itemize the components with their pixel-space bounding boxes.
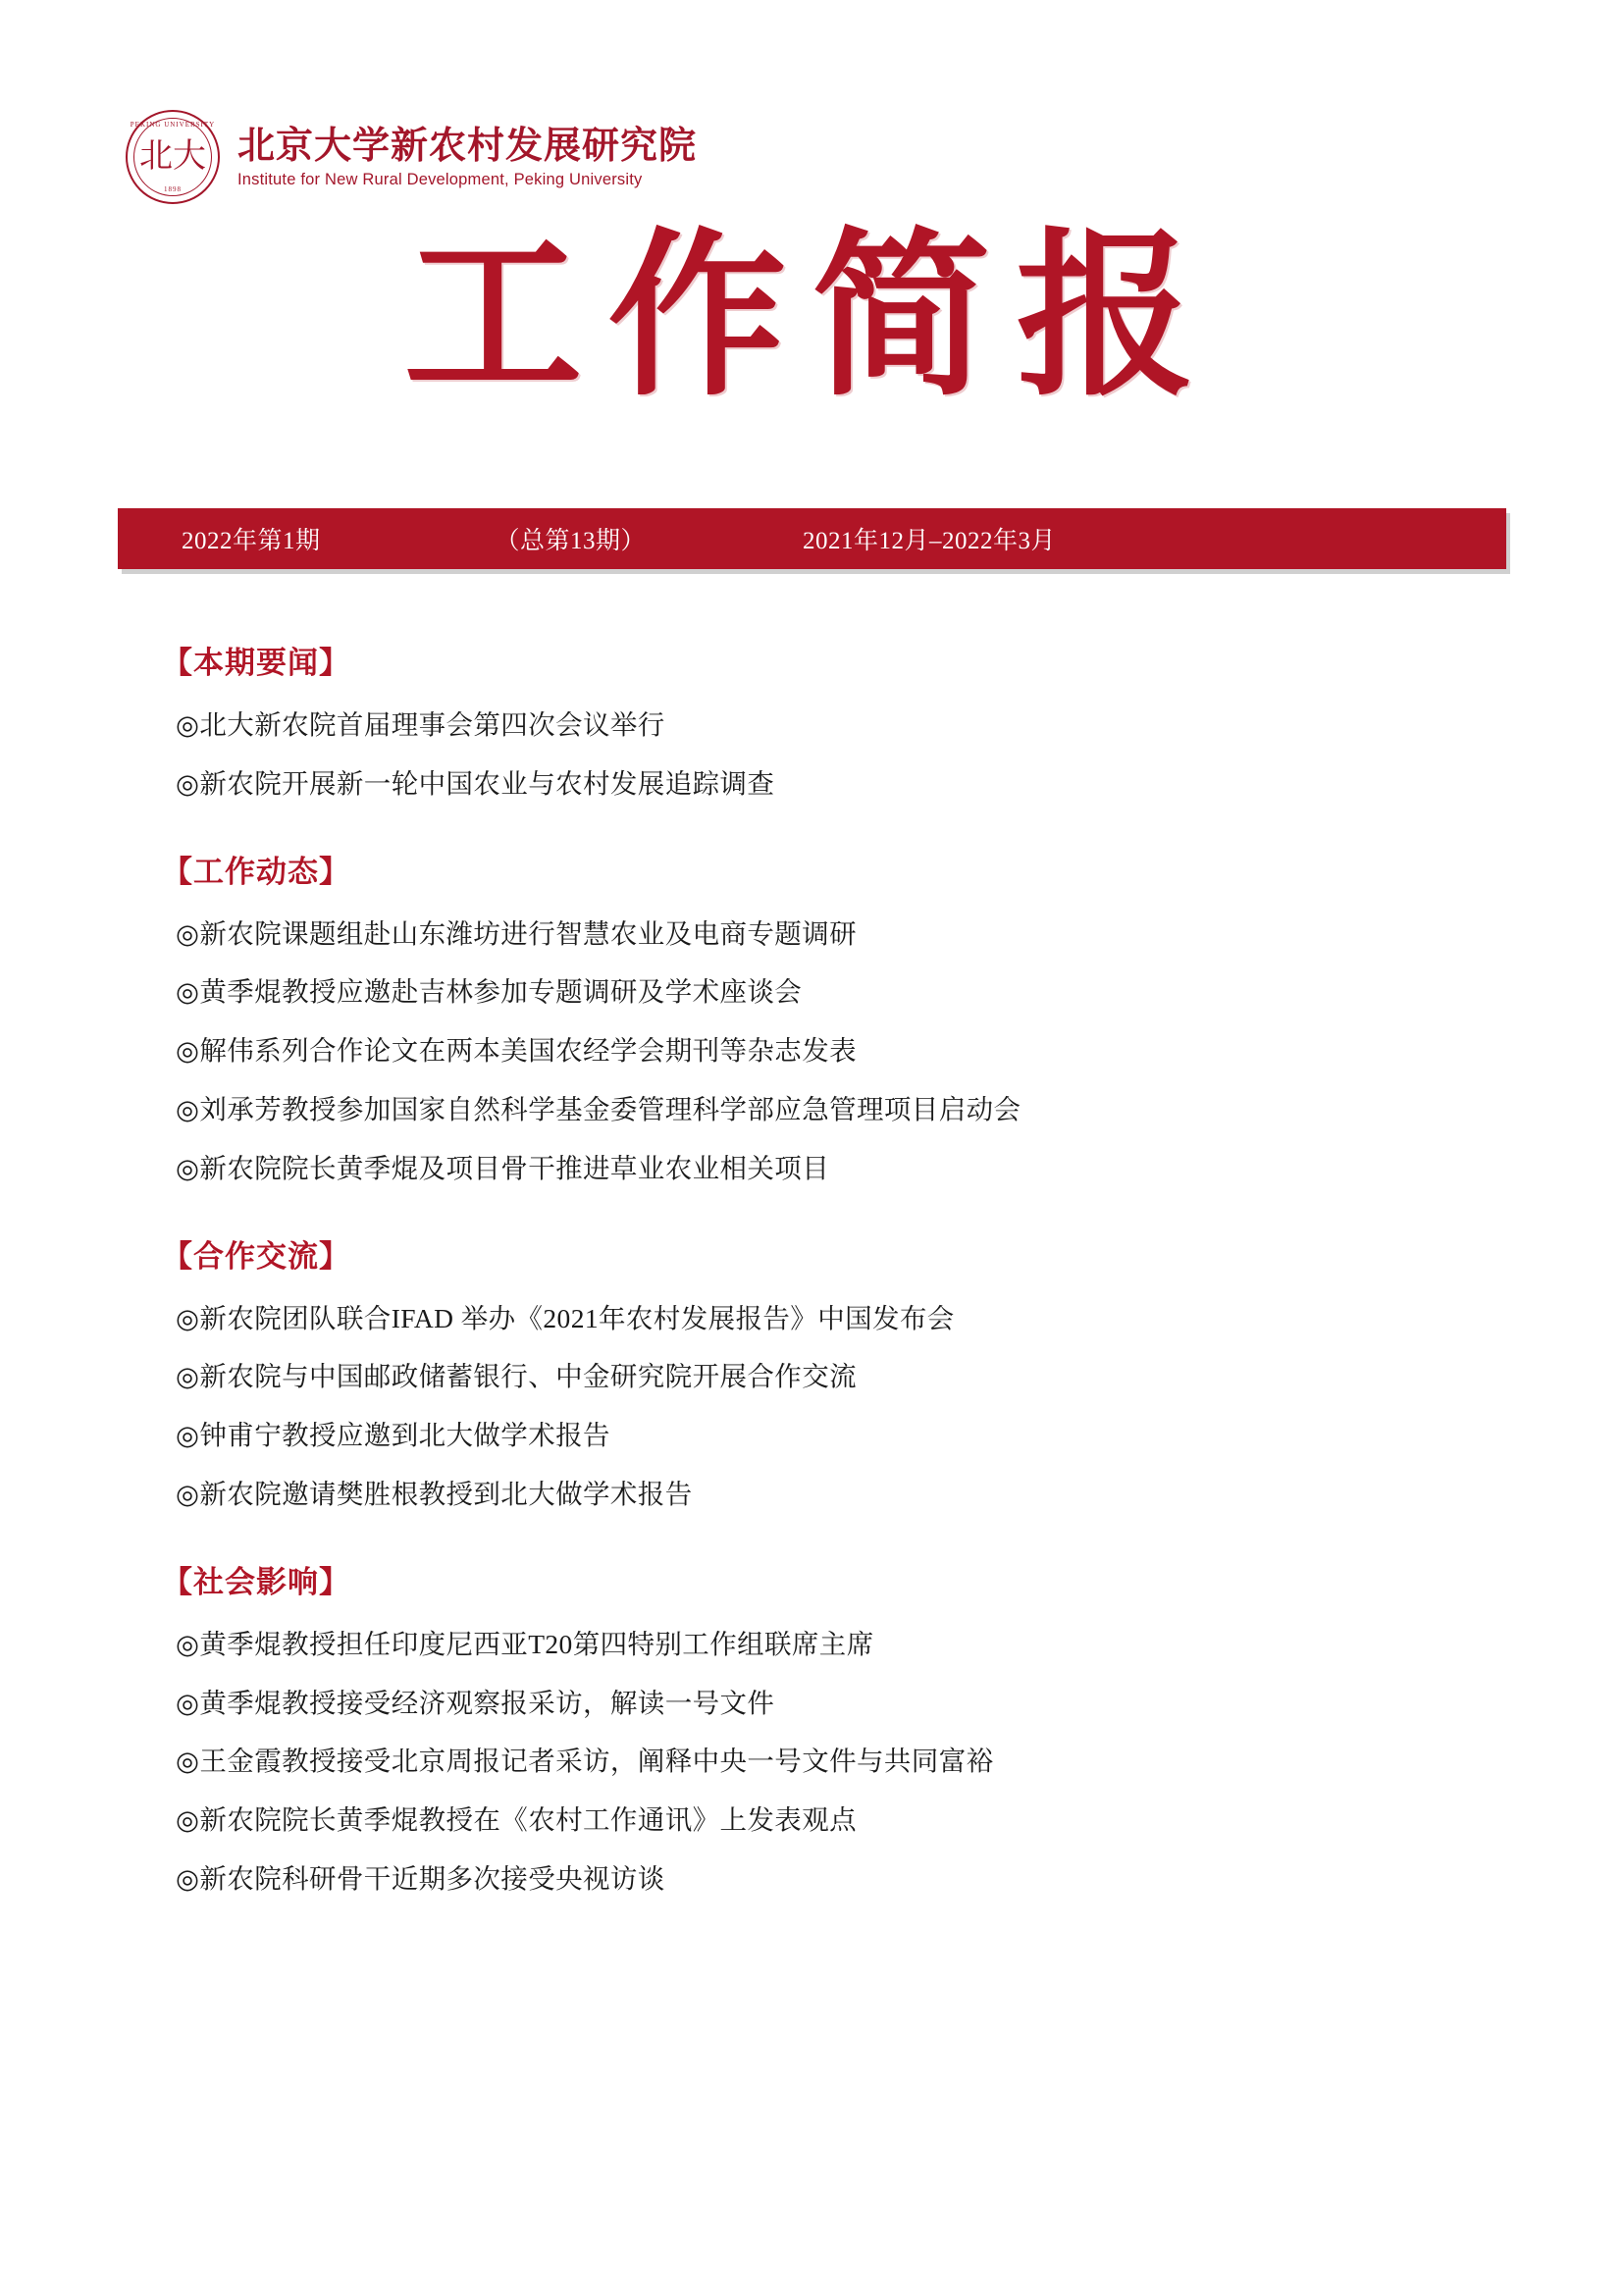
list-item: ◎新农院院长黄季焜及项目骨干推进草业农业相关项目 [176, 1152, 830, 1183]
list-item: ◎新农院与中国邮政储蓄银行、中金研究院开展合作交流 [176, 1361, 857, 1392]
list-item: ◎北大新农院首届理事会第四次会议举行 [176, 709, 665, 740]
organization-name-cn: 北京大学新农村发展研究院 [237, 124, 698, 168]
section-social-impact [162, 1557, 1467, 1908]
section-work-updates [162, 847, 1467, 1198]
peking-university-seal-icon [126, 110, 220, 204]
section-cooperation-exchange [162, 1231, 1467, 1524]
section-heading: 【本期要闻】 [162, 646, 350, 681]
seal-top-text: PEKING UNIVERSITY [130, 121, 216, 129]
issue-number: 2022年第1期 [182, 528, 321, 554]
issue-info-bar [118, 508, 1506, 569]
list-item: ◎新农院科研骨干近期多次接受央视访谈 [176, 1862, 665, 1894]
section-heading: 【合作交流】 [162, 1238, 350, 1275]
list-item: ◎新农院开展新一轮中国农业与农村发展追踪调查 [176, 767, 775, 799]
list-item: ◎新农院邀请樊胜根教授到北大做学术报告 [176, 1478, 693, 1509]
section-top-news [162, 638, 1467, 813]
list-item: ◎黄季焜教授应邀赴吉林参加专题调研及学术座谈会 [176, 976, 803, 1008]
cumulative-issue-number: （总第13期） [495, 528, 647, 554]
masthead [126, 110, 697, 204]
list-item: ◎刘承芳教授参加国家自然科学基金委管理科学部应急管理项目启动会 [176, 1093, 1022, 1124]
page-title: 工作简报 [403, 210, 1221, 420]
seal-bottom-text: 1898 [164, 185, 182, 193]
list-item: ◎王金霞教授接受北京周报记者采访，阐释中央一号文件与共同富裕 [176, 1746, 994, 1777]
list-item: ◎钟甫宁教授应邀到北大做学术报告 [176, 1420, 610, 1451]
list-item: ◎新农院课题组赴山东潍坊进行智慧农业及电商专题调研 [176, 917, 857, 949]
contents-list [162, 638, 1467, 1942]
organization-name-en: Institute for New Rural Development, Peking University [237, 170, 643, 188]
list-item: ◎解伟系列合作论文在两本美国农经学会期刊等杂志发表 [176, 1035, 857, 1067]
coverage-period: 2021年12月–2022年3月 [803, 528, 1057, 554]
list-item: ◎新农院院长黄季焜教授在《农村工作通讯》上发表观点 [176, 1804, 857, 1836]
section-heading: 【社会影响】 [162, 1564, 350, 1600]
list-item: ◎黄季焜教授担任印度尼西亚T20第四特别工作组联席主席 [176, 1628, 874, 1659]
section-heading: 【工作动态】 [162, 854, 350, 890]
list-item: ◎黄季焜教授接受经济观察报采访，解读一号文件 [176, 1687, 775, 1718]
seal-glyph: 北大 [139, 138, 206, 175]
list-item: ◎新农院团队联合IFAD 举办《2021年农村发展报告》中国发布会 [176, 1302, 955, 1333]
organization-names [237, 125, 697, 189]
